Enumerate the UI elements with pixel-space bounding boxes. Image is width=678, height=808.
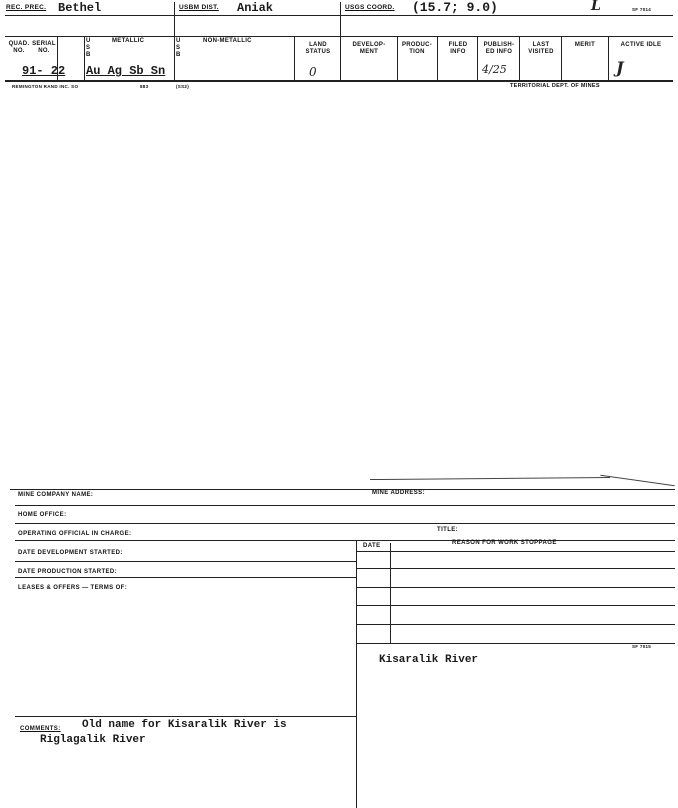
row-land-status: 0 xyxy=(309,65,317,79)
col-metallic: METALLIC xyxy=(112,38,145,44)
date-development-label: DATE DEVELOPMENT STARTED: xyxy=(18,550,123,556)
col-merit: MERIT xyxy=(574,42,596,48)
date-col-label: DATE xyxy=(363,543,381,549)
row-quad-serial: 91- 22 xyxy=(22,64,66,78)
col-usb-nonmetallic: U S B xyxy=(176,38,181,58)
comments-line-1: Old name for Kisaralik River is xyxy=(82,719,287,731)
reason-label: REASON FOR WORK STOPPAGE xyxy=(452,540,557,546)
printer-code-2: (SS2) xyxy=(176,84,190,89)
operating-official-label: OPERATING OFFICIAL IN CHARGE: xyxy=(18,531,132,537)
comments-label: COMMENTS: xyxy=(20,726,61,732)
title-label: TITLE: xyxy=(437,527,459,533)
row-published-info: 4/25 xyxy=(482,63,507,76)
usbm-dist-label: USBM DIST. xyxy=(179,4,219,11)
department: TERRITORIAL DEPT. OF MINES xyxy=(510,83,600,89)
comments-line-2: Riglagalik River xyxy=(40,734,146,746)
corner-mark: L xyxy=(591,0,601,14)
form-number-top: SF 7014 xyxy=(632,7,652,12)
col-non-metallic: NON-METALLIC xyxy=(203,38,252,44)
usgs-coord-label: USGS COORD. xyxy=(345,4,395,11)
col-quad-no: QUAD. NO. xyxy=(8,41,30,54)
date-production-label: DATE PRODUCTION STARTED: xyxy=(18,569,118,575)
row-active-idle-mark: J xyxy=(616,58,624,77)
mine-company-label: MINE COMPANY NAME: xyxy=(18,492,94,498)
rec-prec-value: Bethel xyxy=(58,1,102,15)
col-filed-info: FILED INFO xyxy=(448,42,468,55)
col-published-info: PUBLISH- ED INFO xyxy=(483,42,515,55)
printer-text: REMINGTON RAND INC. SO xyxy=(12,84,79,89)
usgs-coord-value: (15.7; 9.0) xyxy=(412,0,498,15)
mine-address-label: MINE ADDRESS: xyxy=(372,490,425,496)
row-metallic: Au Ag Sb Sn xyxy=(86,64,166,78)
col-production: PRODUC- TION xyxy=(401,42,433,55)
col-active-idle: ACTIVE IDLE xyxy=(620,42,662,48)
rec-prec-label: REC. PREC. xyxy=(6,4,47,11)
col-serial-no: SERIAL NO. xyxy=(32,41,56,54)
form-number-bottom: SF 7015 xyxy=(632,644,652,649)
col-development: DEVELOP- MENT xyxy=(352,42,386,55)
printer-code: 883 xyxy=(140,84,149,89)
col-last-visited: LAST VISITED xyxy=(528,42,554,55)
col-land-status: LAND STATUS xyxy=(305,42,331,55)
location-note: Kisaralik River xyxy=(379,654,479,666)
col-usb-metallic: U S B xyxy=(86,38,91,58)
usbm-dist-value: Aniak xyxy=(237,1,274,15)
leases-label: LEASES & OFFERS — TERMS OF: xyxy=(18,585,128,591)
home-office-label: HOME OFFICE: xyxy=(18,512,67,518)
